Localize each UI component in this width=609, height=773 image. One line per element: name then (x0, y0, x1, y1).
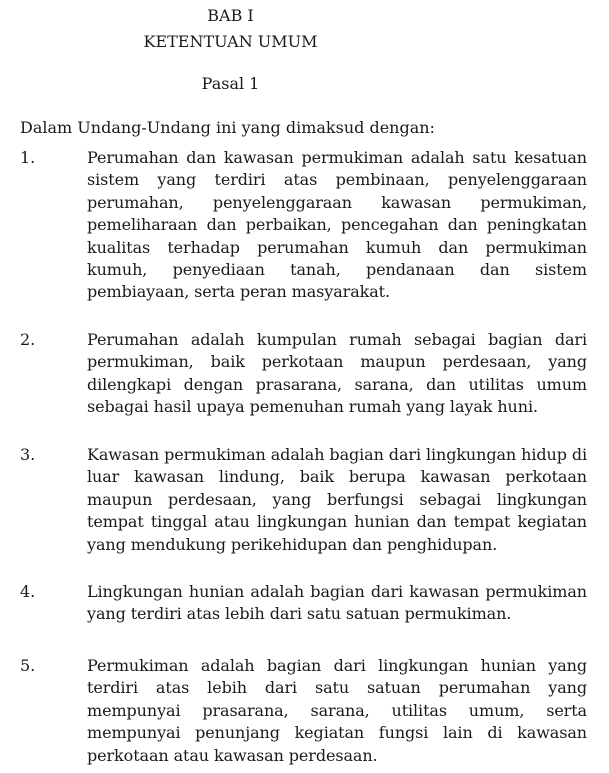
item-number: 4. (20, 582, 36, 601)
definition-item (20, 147, 587, 304)
intro-text: Dalam Undang-Undang ini yang dimaksud dengan: (20, 118, 435, 137)
chapter-title: KETENTUAN UMUM (143, 32, 318, 51)
chapter-heading: BAB I (207, 6, 254, 25)
definition-item (20, 581, 587, 626)
definition-item (20, 329, 587, 419)
item-text: Perumahan adalah kumpulan rumah sebagai bagian dari permukiman, baik perkotaan maupun perdesaan, yang dilengkapi dengan prasarana, sarana, dan utilitas umum sebagai hasil upaya pemenuhan rumah yang layak huni. (87, 330, 587, 417)
definition-item (20, 655, 587, 767)
item-number: 2. (20, 330, 36, 349)
definition-item (20, 444, 587, 556)
item-number: 3. (20, 445, 36, 464)
item-text: Lingkungan hunian adalah bagian dari kawasan permukiman yang terdiri atas lebih dari satu satuan permukiman. (87, 582, 587, 624)
item-text: Permukiman adalah bagian dari lingkungan hunian yang terdiri atas lebih dari satu satuan perumahan yang mempunyai prasarana, sarana, utilitas umum, serta mempunyai penunjang kegiatan fungsi lain di kawasan perkotaan atau kawasan perdesaan. (87, 656, 587, 765)
item-number: 5. (20, 656, 36, 675)
item-text: Kawasan permukiman adalah bagian dari lingkungan hidup di luar kawasan lindung, baik berupa kawasan perkotaan maupun perdesaan, yang berfungsi sebagai lingkungan tempat tinggal atau lingkungan hunian dan tempat kegiatan yang mendukung perikehidupan dan penghidupan. (87, 445, 587, 554)
item-text: Perumahan dan kawasan permukiman adalah satu kesatuan sistem yang terdiri atas pembinaan, penyelenggaraan perumahan, penyelenggaraan kawasan permukiman, pemeliharaan dan perbaikan, pencegahan dan peningkatan kualitas terhadap perumahan kumuh dan permukiman kumuh, penyediaan tanah, pendanaan dan sistem pembiayaan, serta peran masyarakat. (87, 148, 587, 302)
article-heading: Pasal 1 (201, 74, 260, 93)
item-number: 1. (20, 148, 36, 167)
